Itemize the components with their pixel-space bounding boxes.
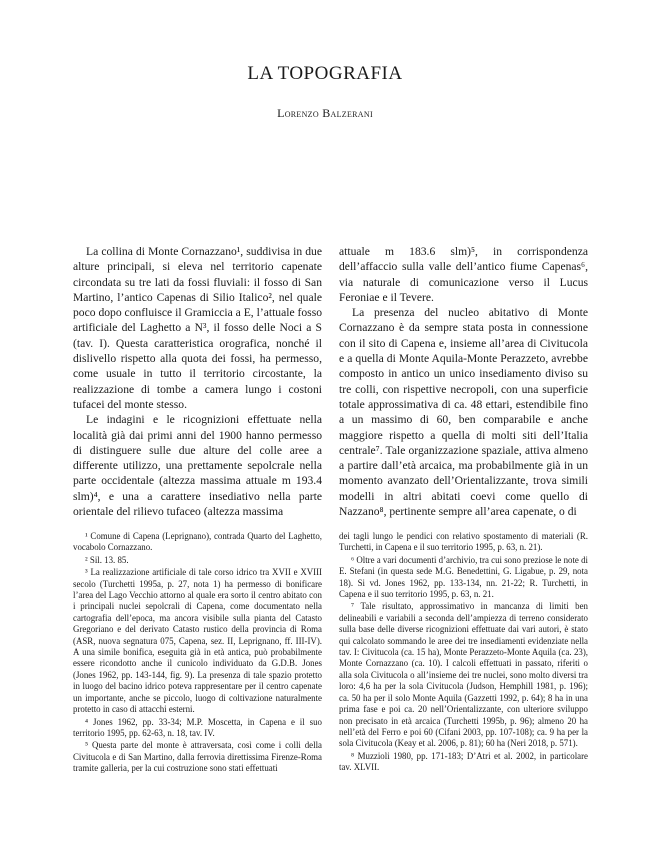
footnotes-column-left bbox=[73, 531, 322, 776]
footnote: ⁶ Oltre a vari documenti d’archivio, tra cui sono preziose le note di E. Stefani (in questa sede M.G. Benedettini, G. Ligabue, p. 29, nota 18). Si vd. Jones 1962, pp. 133-134, nn. 21-22; R. Turchetti, in Capena e il suo territorio 1995, p. 63, n. 21. bbox=[339, 554, 588, 600]
body-column-right bbox=[339, 244, 588, 519]
footnote: ⁵ Questa parte del monte è attraversata, così come i colli della Civitucola e di San Martino, dalla ferrovia direttissima Firenze-Roma tramite galleria, per la cui costruzione sono stati effettuati bbox=[73, 740, 322, 774]
footnote: ³ La realizzazione artificiale di tale corso idrico tra XVII e XVIII secolo (Turchetti 1995a, p. 27, nota 1) ha permesso di bonificare l’area del Lago Vecchio attorno al quale era sorto il centro abitato con i principali nuclei sepolcrali di Capena, come documentato nella cartografia dell’epoca, ma ancora visibile sulla pianta del Catasto Gregoriano e del derivato Catasto rustico della provincia di Roma (ASR, nuova segnatura 075, Capena, sez. II, Leprignano, ff. III-IV). A una simile bonifica, eseguita già in età antica, può probabilmente essere ricondotto anche il cunicolo individuato da G.D.B. Jones (Jones 1962, pp. 143-144, fig. 9). La presenza di tale spazio protetto in luogo del bacino idrico poteva rappresentare per il centro capenate un importante, anche se piccolo, luogo di coltivazione naturalmente protetto in caso di attacchi esterni. bbox=[73, 567, 322, 715]
body-paragraph: Le indagini e le ricognizioni effettuate nella località già dai primi anni del 1900 hanno permesso di distinguere sulle due alture del colle aree a differente utilizzo, una prettamente sepolcrale nella parte occidentale (altezza massima attuale m 193.4 slm)⁴, e una a carattere insediativo nella parte orientale del rilievo tufaceo (altezza massima bbox=[73, 413, 322, 519]
footnote-continuation: dei tagli lungo le pendici con relativo spostamento di materiali (R. Turchetti, in Capena e il suo territorio 1995, p. 63, n. 21). bbox=[339, 531, 588, 553]
footnote: ⁸ Muzzioli 1980, pp. 171-183; D’Atri et al. 2002, in particolare tav. XLVII. bbox=[339, 750, 588, 773]
footnotes-column-right bbox=[339, 531, 588, 775]
article-title: LA TOPOGRAFIA bbox=[247, 63, 403, 84]
footnote: ¹ Comune di Capena (Leprignano), contrada Quarto del Laghetto, vocabolo Cornazzano. bbox=[73, 531, 322, 553]
body-column-left bbox=[73, 244, 322, 519]
body-paragraph: La collina di Monte Cornazzano¹, suddivisa in due alture principali, si eleva nel territorio capenate circondata su tre lati da fossi fluviali: il fosso di San Martino, l’antico Capenas di Silio Italico², nel quale poco dopo confluisce il Gramiccia a E, l’attuale fosso artificiale del Laghetto a N³, il fosso delle Noci a S (tav. I). Questa caratteristica orografica, nonché il dislivello rispetto alla quota dei fossi, ha permesso, come usuale in tutto il territorio circostante, la realizzazione di tombe a camera lungo i costoni tufacei del monte stesso. bbox=[73, 245, 322, 411]
footnote: ⁴ Jones 1962, pp. 33-34; M.P. Moscetta, in Capena e il suo territorio 1995, pp. 62-63, n. 18, tav. IV. bbox=[73, 716, 322, 738]
author-name: Lorenzo Balzerani bbox=[277, 106, 373, 120]
footnote: ⁷ Tale risultato, approssimativo in mancanza di limiti ben delineabili e variabili a seconda dell’ampiezza di terreno considerato sulla base delle diverse ricognizioni effettuate dai vari autori, è stato qui calcolato sommando le aree dei tre insediamenti evidenziate nella tav. I: Civitucola (ca. 15 ha), Monte Perazzeto-Monte Aquila (ca. 23), Monte Cornazzano (ca. 10). I calcoli effettuati in passato, riferiti o alla sola Civitucola o all’insieme dei tre nuclei, sono molto diversi tra loro: 4,6 ha per la sola Civitucola (Judson, Hemphill 1981, p. 196); ca. 50 ha per il solo Monte Aquila (Gazzetti 1992, p. 64); 8 ha in una prima fase e poi ca. 20 nell’Orientalizzante, con ulteriore sviluppo non precisato in età arcaica (Turchetti 1995b, p. 96); almeno 20 ha nell’età del Ferro e poi 60 (Cifani 2003, pp. 107-108); ca. 9 ha per la sola Civitucola (Keay et al. 2006, p. 81); 60 ha (Neri 2018, p. 571). bbox=[339, 601, 588, 749]
article-author bbox=[0, 106, 650, 121]
body-paragraph: La presenza del nucleo abitativo di Monte Cornazzano è da sempre stata posta in connessione con il sito di Capena e, insieme all’area di Civitucola e a quella di Monte Aquila-Monte Perazzeto, avrebbe composto in antico un unico insediamento diviso su tre colli, con rispettive necropoli, con una superficie totale approssimativa di ca. 48 ettari, estendibile fino a un massimo di 60, ben comparabile e anche maggiore rispetto a quella di molti siti dell’Italia centrale⁷. Tale organizzazione spaziale, attiva almeno a partire dall’età arcaica, ma probabilmente già in un momento avanzato dell’Orientalizzante, trova simili modelli in altri abitati coevi come quello di Nazzano⁸, pertinente sempre all’area capenate, o di bbox=[339, 306, 588, 519]
footnote: ² Sil. 13. 85. bbox=[85, 554, 129, 565]
body-paragraph: attuale m 183.6 slm)⁵, in corrispondenza dell’affaccio sulla valle dell’antico fiume Capenas⁶, via naturale di comunicazione verso il Lucus Feroniae e il Tevere. bbox=[339, 245, 588, 304]
